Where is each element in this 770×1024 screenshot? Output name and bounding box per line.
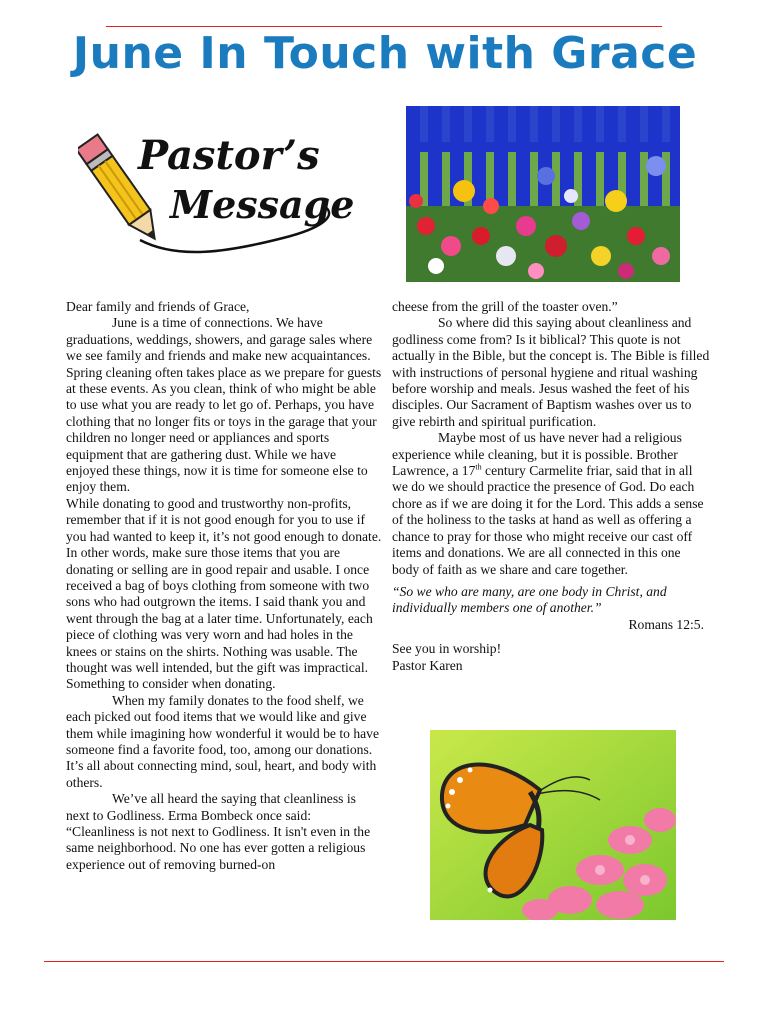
scripture-quote: “So we who are many, are one body in Christ, and individually members one of another.” [392, 583, 667, 616]
paragraph-connections: June is a time of connections. We have graduations, weddings, showers, and garage sales where we see family and friends and make new acquaintances. Spring cleaning often takes place as we prepare for guests at these events. As you clean, think of who might be able to use what you are ready to let go of. Perhaps, you have clothing that no longer fits or toys in the garage that your children no longer need or appliances and sports equipment that are gathering dust. While we have enjoyed these things, now it is time for someone else to enjoy them. [66, 315, 382, 495]
page-title: June In Touch with Grace [72, 28, 698, 79]
paragraph-cleanliness: We’ve all heard the saying that cleanliness is next to Godliness. Erma Bombeck once said: “Cleanliness is not next to Godliness. It isn't even in the same neighborhood. No one has ever gotten a religious experience out of removing burned-on [66, 791, 371, 872]
top-rule [106, 26, 662, 27]
left-column [66, 299, 382, 873]
paragraph-donating: While donating to good and trustworthy non-profits, remember that if it is not good enough for you to use if you had wanted to keep it, it’s not good enough to donate. In other words, make sure those items that you are donating or selling are in good repair and usable. I once received a bag of boys clothing from someone with two sons who had outgrown the items. I said thank you and went through the bag at a later time. Unfortunately, each piece of clothing was very worn and had holes in the knees or stains on the shirts. Nothing was usable. The thought was well intended, but the gift was impractical. Something to consider when donating. [66, 495, 382, 692]
paragraph-food-shelf: When my family donates to the food shelf, we each picked out food items that we would like and give them while imagining how wonderful it would be to have someone find a favorite food, too, among our donations. It’s all about connecting mind, soul, heart, and body with others. [66, 692, 379, 790]
paragraph-biblical: So where did this saying about cleanliness and godliness come from? Is it biblical? This quote is not actually in the Bible, but the concept is. The Bible is filled with instructions of personal hygiene and ritual washing before worship and meals. Jesus washed the feet of his disciples. Our Sacrament of Baptism washes over us to give rebirth and spiritual purification. [392, 315, 710, 429]
butterfly-photo [430, 730, 676, 920]
pastors-message-logo [78, 120, 355, 260]
scripture-citation: Romans 12:5. [628, 616, 704, 632]
closing-line: See you in worship! [392, 641, 502, 657]
logo-word-message: Message [170, 182, 355, 227]
paragraph-brother-lawrence [392, 430, 710, 578]
bottom-rule [44, 961, 724, 962]
signature: Pastor Karen [392, 657, 463, 673]
flower-garden-photo [406, 106, 680, 282]
salutation: Dear family and friends of Grace, [66, 299, 250, 314]
ordinal-suffix: th [475, 462, 482, 472]
paragraph-continuation: cheese from the grill of the toaster oven.” [392, 299, 618, 314]
paragraph-brother-lawrence-a: Maybe most of us have never had a religious experience while cleaning, but it is possible. Brother Lawrence, a 17 [392, 430, 682, 479]
logo-word-pastors: Pastor’s [138, 132, 320, 179]
paragraph-brother-lawrence-b: century Carmelite friar, said that in all we do we should practice the presence of God. Do each chore as if we are doing it for the Lord. This adds a sense of the holiness to the tasks at hand as well as offering a chance to pray for those who might receive our cast off items and donations. We are all connected in this one body of faith as we share and care together. [392, 463, 704, 577]
right-column [392, 299, 710, 674]
